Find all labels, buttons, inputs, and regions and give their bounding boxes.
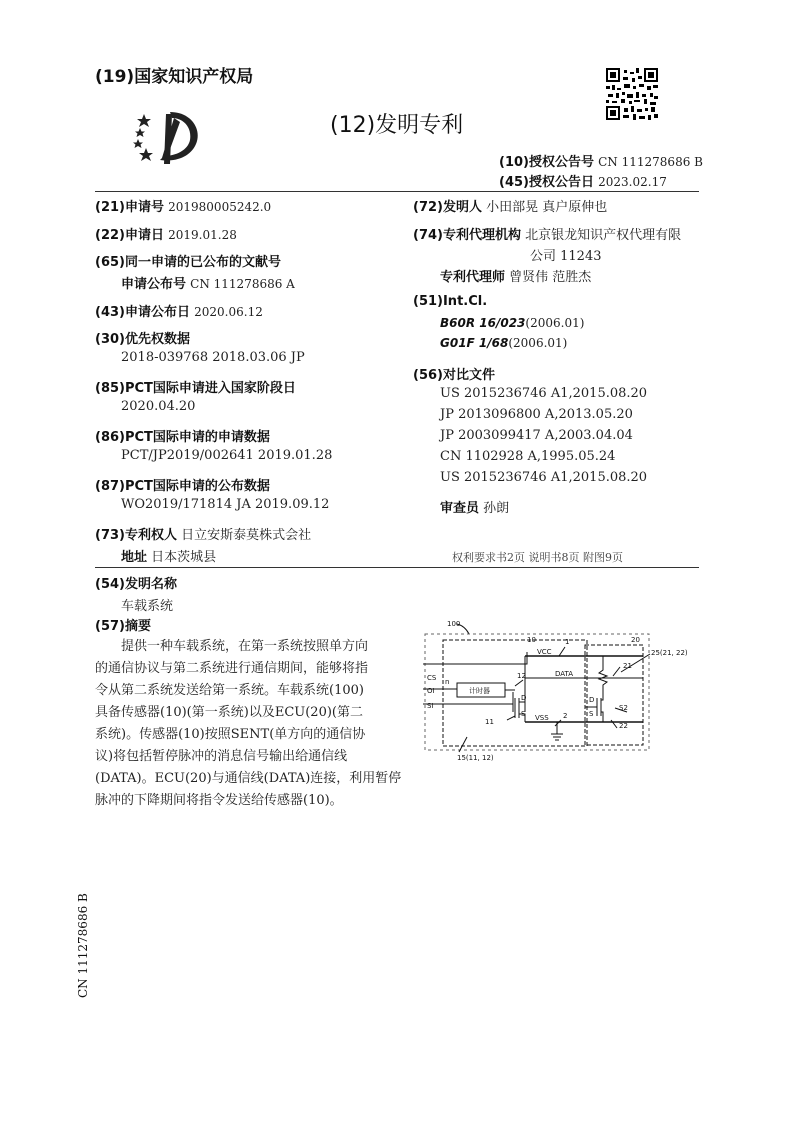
agent-row bbox=[440, 266, 591, 285]
figure-line1: 1 bbox=[565, 638, 570, 646]
figure-n: n bbox=[445, 678, 450, 686]
application-number-row bbox=[95, 196, 271, 215]
agents: 曾贤伟 范胜杰 bbox=[509, 270, 592, 285]
same-application-label bbox=[95, 251, 281, 270]
priority-label-text: (30)优先权数据 bbox=[95, 332, 190, 347]
intcl-version-2: (2006.01) bbox=[508, 336, 568, 350]
side-patent-number-text: CN 111278686 B bbox=[76, 893, 90, 998]
grant-number: CN 111278686 B bbox=[598, 155, 703, 169]
figure-transistor-label: 11 bbox=[485, 718, 494, 726]
figure-ecu-label: 20 bbox=[631, 636, 640, 644]
cnipa-logo bbox=[130, 108, 210, 168]
title-label bbox=[95, 573, 177, 592]
figure-vcc: VCC bbox=[537, 648, 552, 656]
agency-row bbox=[413, 224, 681, 243]
publication-date: 2020.06.12 bbox=[194, 305, 263, 319]
application-date: 2019.01.28 bbox=[168, 228, 237, 242]
side-patent-number bbox=[70, 880, 90, 1000]
figure-system-label: 100 bbox=[447, 620, 461, 628]
figure-resistor-label: 21 bbox=[623, 662, 632, 670]
qr-code bbox=[606, 68, 658, 120]
intcl-code-1: B60R 16/023 bbox=[440, 316, 526, 330]
intcl-label-text: (51)Int.Cl. bbox=[413, 294, 488, 309]
agency-label: (74)专利代理机构 bbox=[413, 228, 521, 243]
priority-data: 2018-039768 2018.03.06 JP bbox=[121, 350, 305, 365]
pct-publication-data: WO2019/171814 JA 2019.09.12 bbox=[121, 497, 330, 512]
intcl-row-2 bbox=[440, 336, 567, 351]
pct-entry-label-text: (85)PCT国际申请进入国家阶段日 bbox=[95, 381, 296, 396]
figure-timer-label: 12 bbox=[517, 672, 526, 680]
figure-d1: D bbox=[521, 694, 527, 702]
figure-oi: OI bbox=[427, 687, 435, 695]
figure-sensor-group-label: 15(11, 12) bbox=[457, 754, 494, 762]
examiner-row bbox=[440, 497, 509, 516]
abstract-line: 系统)。传感器(10)按照SENT(单方向的通信协 bbox=[95, 727, 366, 742]
reference-item: US 2015236746 A1,2015.08.20 bbox=[440, 470, 648, 485]
office-name: (19)国家知识产权局 bbox=[95, 67, 254, 87]
application-date-label: (22)申请日 bbox=[95, 228, 164, 243]
page-counts: 权利要求书2页 说明书8页 附图9页 bbox=[452, 551, 623, 564]
pct-application-label bbox=[95, 426, 270, 445]
figure-group-label: 25(21, 22) bbox=[651, 649, 688, 657]
application-number: 201980005242.0 bbox=[168, 200, 272, 214]
header-divider bbox=[95, 191, 699, 192]
pct-application-data: PCT/JP2019/002641 2019.01.28 bbox=[121, 448, 333, 463]
intcl-row-1 bbox=[440, 316, 584, 331]
application-date-row bbox=[95, 224, 237, 243]
abstract-line: 具备传感器(10)(第一系统)以及ECU(20)(第二 bbox=[95, 705, 363, 720]
abstract-line: 脉冲的下降期间将指令发送给传感器(10)。 bbox=[95, 793, 343, 808]
figure-timer: 计时器 bbox=[469, 687, 490, 695]
figure-d2: D bbox=[589, 696, 595, 704]
publication-number-label: 申请公布号 bbox=[121, 277, 187, 292]
figure-vss: VSS bbox=[535, 714, 549, 722]
references-label-text: (56)对比文件 bbox=[413, 368, 495, 383]
figure-t2-label: 22 bbox=[619, 722, 628, 730]
agent-label: 专利代理师 bbox=[440, 270, 506, 285]
abstract-line: 的通信协议与第二系统进行通信期间，能够将指 bbox=[95, 661, 369, 676]
patentee-row bbox=[95, 524, 311, 543]
grant-date: 2023.02.17 bbox=[598, 175, 667, 189]
pct-application-label-text: (86)PCT国际申请的申请数据 bbox=[95, 430, 270, 445]
reference-item: JP 2003099417 A,2003.04.04 bbox=[440, 428, 633, 443]
abstract-line: 令从第二系统发送给第一系统。车载系统(100) bbox=[95, 683, 364, 698]
examiner-label: 审查员 bbox=[440, 501, 480, 516]
figure-si: SI bbox=[427, 702, 434, 710]
abstract-label-text: (57)摘要 bbox=[95, 619, 151, 634]
abstract-line: (DATA)。ECU(20)与通信线(DATA)连接，利用暂停 bbox=[95, 771, 402, 786]
biblio-divider bbox=[95, 567, 699, 568]
intcl-label bbox=[413, 294, 487, 309]
application-number-label: (21)申请号 bbox=[95, 200, 164, 215]
grant-number-label: (10)授权公告号 bbox=[499, 155, 594, 170]
reference-item: US 2015236746 A1,2015.08.20 bbox=[440, 386, 648, 401]
publication-date-label: (43)申请公布日 bbox=[95, 305, 190, 320]
address-row bbox=[121, 546, 216, 565]
grant-number-line bbox=[499, 151, 703, 170]
patentee-label: (73)专利权人 bbox=[95, 528, 177, 543]
agency-line1: 北京银龙知识产权代理有限 bbox=[525, 228, 682, 243]
circuit-figure bbox=[415, 612, 705, 767]
priority-label bbox=[95, 328, 190, 347]
grant-date-label: (45)授权公告日 bbox=[499, 175, 594, 190]
figure-s2-pin: S bbox=[589, 710, 594, 718]
publication-date-row bbox=[95, 301, 263, 320]
grant-date-line bbox=[499, 171, 667, 190]
figure-sensor-label: 10 bbox=[527, 636, 536, 644]
inventor-row bbox=[413, 196, 607, 215]
pct-publication-label-text: (87)PCT国际申请的公布数据 bbox=[95, 479, 270, 494]
pct-entry-date: 2020.04.20 bbox=[121, 399, 196, 414]
publication-number: CN 111278686 A bbox=[190, 277, 295, 291]
same-application-text: (65)同一申请的已公布的文献号 bbox=[95, 255, 281, 270]
figure-s2: S2 bbox=[619, 704, 628, 712]
patentee: 日立安斯泰莫株式会社 bbox=[181, 528, 312, 543]
abstract-line: 议)将包括暂停脉冲的消息信号输出给通信线 bbox=[95, 749, 348, 764]
address: 日本茨城县 bbox=[151, 550, 217, 565]
reference-item: JP 2013096800 A,2013.05.20 bbox=[440, 407, 633, 422]
title-label-text: (54)发明名称 bbox=[95, 577, 177, 592]
figure-line2: 2 bbox=[563, 712, 568, 720]
references-label bbox=[413, 364, 495, 383]
figure-cs: CS bbox=[427, 674, 437, 682]
intcl-code-2: G01F 1/68 bbox=[440, 336, 509, 350]
address-label: 地址 bbox=[121, 550, 148, 565]
abstract-line: 提供一种车载系统，在第一系统按照单方向 bbox=[121, 639, 369, 654]
inventor-label: (72)发明人 bbox=[413, 200, 482, 215]
invention-title: 车载系统 bbox=[121, 599, 174, 614]
reference-item: CN 1102928 A,1995.05.24 bbox=[440, 449, 616, 464]
pct-publication-label bbox=[95, 475, 270, 494]
figure-s1: S bbox=[521, 710, 526, 718]
agency-line2: 公司 11243 bbox=[530, 249, 602, 264]
abstract-label bbox=[95, 615, 151, 634]
publication-number-row bbox=[121, 273, 295, 292]
inventors: 小田部晃 真户原伸也 bbox=[486, 200, 608, 215]
abstract-text bbox=[95, 636, 401, 812]
pct-entry-label bbox=[95, 377, 296, 396]
document-type: (12)发明专利 bbox=[330, 113, 464, 138]
intcl-version-1: (2006.01) bbox=[525, 316, 585, 330]
figure-data: DATA bbox=[555, 670, 574, 678]
examiner: 孙朗 bbox=[483, 501, 510, 516]
